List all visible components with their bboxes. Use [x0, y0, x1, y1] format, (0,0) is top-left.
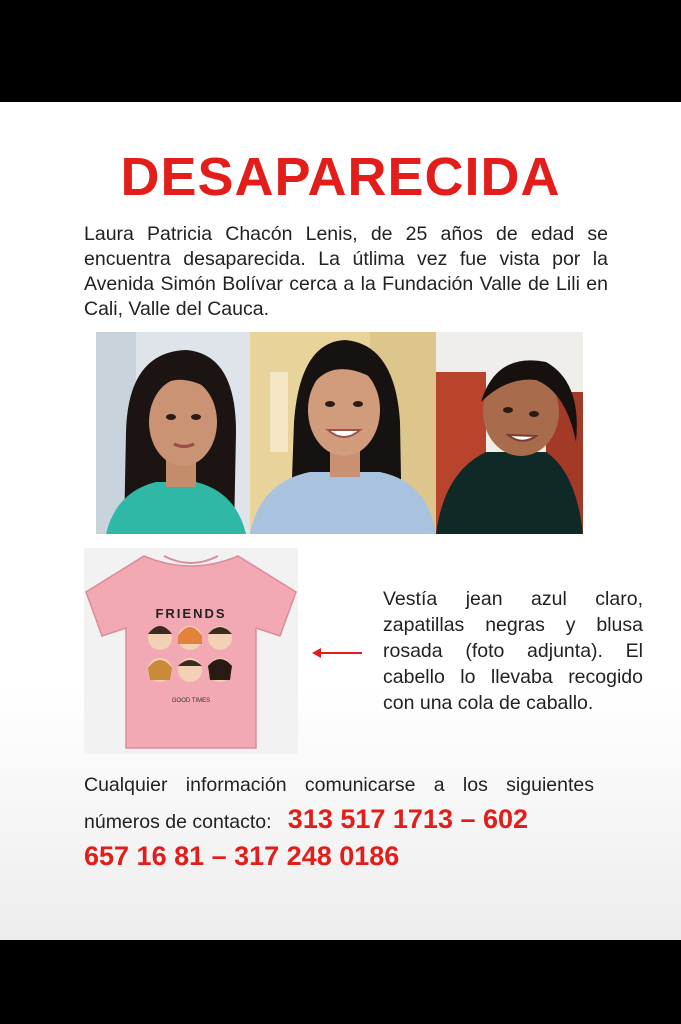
contact-line-1: Cualquier información comunicarse a los siguientes — [84, 774, 594, 796]
phone-numbers-part-1: 313 517 1713 – 602 — [287, 804, 529, 834]
photo-1 — [96, 332, 250, 534]
shirt-photo — [84, 548, 298, 754]
poster-title: DESAPARECIDA — [120, 147, 561, 207]
photo-3 — [436, 332, 583, 534]
shirt-print-text: FRIENDS — [155, 606, 227, 621]
phone-numbers-part-2: 657 16 81 – 317 248 0186 — [84, 841, 400, 871]
arrow-left-icon — [312, 647, 362, 659]
photo-strip — [96, 332, 583, 534]
contact-line-2-prefix: números de contacto: — [84, 811, 272, 833]
photo-2 — [250, 332, 436, 534]
contact-info — [84, 768, 594, 876]
clothing-description: Vestía jean azul claro, zapatillas negras y blusa rosada (foto adjunta). El cabello lo llevaba recogido con una cola de caballo. — [383, 588, 643, 714]
intro-paragraph: Laura Patricia Chacón Lenis, de 25 años de edad se encuentra desaparecida. La útlima vez fue vista por la Avenida Simón Bolívar cerca a la Fundación Valle de Lili en Cali, Valle del Cauca. — [84, 223, 608, 320]
shirt-tagline: GOOD TIMES — [171, 698, 211, 704]
missing-person-poster — [0, 102, 681, 940]
